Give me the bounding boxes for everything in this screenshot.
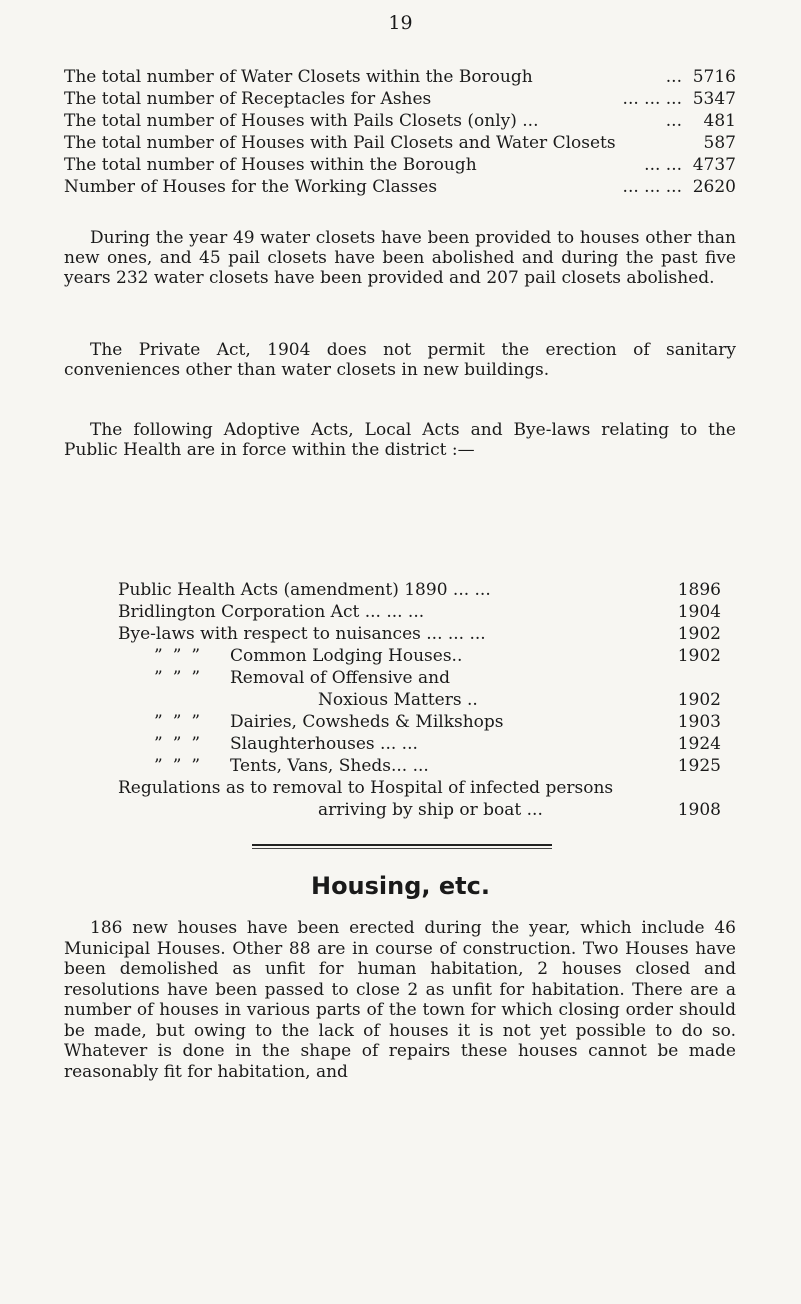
stat-value: 4737 xyxy=(692,155,736,175)
act-row xyxy=(118,777,721,799)
ditto-marks xyxy=(118,755,201,777)
act-year: 1924 xyxy=(677,734,721,754)
act-text: Noxious Matters .. xyxy=(318,690,478,710)
ditto-mark: ” xyxy=(172,712,182,732)
ditto-mark: ” xyxy=(191,734,201,754)
act-year xyxy=(677,667,721,689)
act-row xyxy=(118,645,721,667)
stat-row xyxy=(64,154,736,176)
act-text: Bye-laws with respect to nuisances ... ... ... xyxy=(118,624,486,644)
act-year xyxy=(677,777,721,799)
stat-row xyxy=(64,88,736,110)
stat-row xyxy=(64,66,736,88)
act-text: Dairies, Cowsheds & Milkshops xyxy=(230,712,504,732)
water-closets-paragraph: During the year 49 water closets have been provided to houses other than new ones, and 45 pail closets have been abolished and during the past five years 232 water closets have been provided and 207 pail closets abolished. xyxy=(64,228,736,288)
stat-value: 481 xyxy=(703,111,736,131)
stat-leader: ... xyxy=(665,67,682,87)
act-row xyxy=(118,711,721,733)
stat-row xyxy=(64,176,736,198)
stat-row xyxy=(64,110,736,132)
ditto-mark: ” xyxy=(172,646,182,666)
stat-label: The total number of Water Closets within the Borough xyxy=(64,67,533,87)
stat-row xyxy=(64,132,736,154)
ditto-marks xyxy=(118,711,201,733)
act-row xyxy=(118,755,721,777)
stat-label: The total number of Houses within the Borough xyxy=(64,155,477,175)
stat-leader: ... ... ... xyxy=(622,89,682,109)
ditto-marks xyxy=(118,667,201,689)
ditto-mark: ” xyxy=(172,668,182,688)
stat-leader: ... ... ... xyxy=(622,177,682,197)
ditto-mark: ” xyxy=(154,668,163,688)
ditto-mark: ” xyxy=(154,734,163,754)
ditto-mark: ” xyxy=(172,756,182,776)
act-row xyxy=(118,689,721,711)
stat-value: 587 xyxy=(703,133,736,153)
act-row xyxy=(118,667,721,689)
ditto-mark: ” xyxy=(191,756,201,776)
act-row xyxy=(118,601,721,623)
ditto-mark: ” xyxy=(172,734,182,754)
stat-value: 5716 xyxy=(692,67,736,87)
divider-line xyxy=(252,844,552,846)
act-text: Tents, Vans, Sheds... ... xyxy=(230,756,429,776)
act-text: Slaughterhouses ... ... xyxy=(230,734,418,754)
stat-leader xyxy=(616,132,692,154)
act-text: Public Health Acts (amendment) 1890 ... ... xyxy=(118,580,491,600)
ditto-mark: ” xyxy=(191,646,201,666)
act-row xyxy=(118,579,721,601)
act-text: Removal of Offensive and xyxy=(230,668,450,688)
ditto-marks xyxy=(118,733,201,755)
stat-value: 5347 xyxy=(692,89,736,109)
stat-leader: ... ... xyxy=(644,155,682,175)
divider-line xyxy=(252,848,552,849)
act-text: Regulations as to removal to Hospital of infected persons xyxy=(118,778,614,798)
private-act-paragraph: The Private Act, 1904 does not permit the erection of sanitary conveniences other than water closets in new buildings. xyxy=(64,340,736,380)
act-year: 1904 xyxy=(677,602,721,622)
ditto-mark: ” xyxy=(191,668,201,688)
act-year: 1908 xyxy=(677,800,721,820)
ditto-mark: ” xyxy=(154,646,163,666)
acts-list xyxy=(118,579,721,821)
act-year: 1896 xyxy=(677,580,721,600)
housing-paragraph: 186 new houses have been erected during the year, which include 46 Municipal Houses. Other 88 are in course of construction. Two Houses have been demolished as unfit for human habitation, 2 houses closed and resolutions have been passed to close 2 as unfit for habitation. There are a number of houses in various parts of the town for which closing order should be made, but owing to the lack of houses it is not yet possible to do so. Whatever is done in the shape of repairs these houses cannot be made reasonably fit for habitation, and xyxy=(64,918,736,1082)
act-text: arriving by ship or boat ... xyxy=(318,800,543,820)
page-number: 19 xyxy=(388,12,413,34)
ditto-mark: ” xyxy=(191,712,201,732)
stat-label: The total number of Houses with Pails Closets (only) ... xyxy=(64,111,539,131)
act-text: Common Lodging Houses.. xyxy=(230,646,463,666)
section-divider xyxy=(252,844,552,851)
housing-heading: Housing, etc. xyxy=(310,872,490,900)
act-text: Bridlington Corporation Act ... ... ... xyxy=(118,602,425,622)
stat-value: 2620 xyxy=(692,177,736,197)
act-row xyxy=(118,623,721,645)
act-year: 1902 xyxy=(677,690,721,710)
act-row xyxy=(118,733,721,755)
ditto-mark: ” xyxy=(154,712,163,732)
act-year: 1925 xyxy=(677,756,721,776)
stat-leader: ... xyxy=(665,111,682,131)
ditto-mark: ” xyxy=(154,756,163,776)
act-year: 1902 xyxy=(677,624,721,644)
stat-label: Number of Houses for the Working Classes xyxy=(64,177,438,197)
act-year: 1903 xyxy=(677,712,721,732)
stat-label: The total number of Houses with Pail Closets and Water Closets xyxy=(64,133,616,153)
ditto-marks xyxy=(118,645,201,667)
act-year: 1902 xyxy=(677,646,721,666)
stat-label: The total number of Receptacles for Ashes xyxy=(64,89,432,109)
adoptive-acts-paragraph: The following Adoptive Acts, Local Acts and Bye-laws relating to the Public Health are in force within the district :— xyxy=(64,420,736,460)
statistics-list xyxy=(64,66,736,198)
act-row xyxy=(118,799,721,821)
